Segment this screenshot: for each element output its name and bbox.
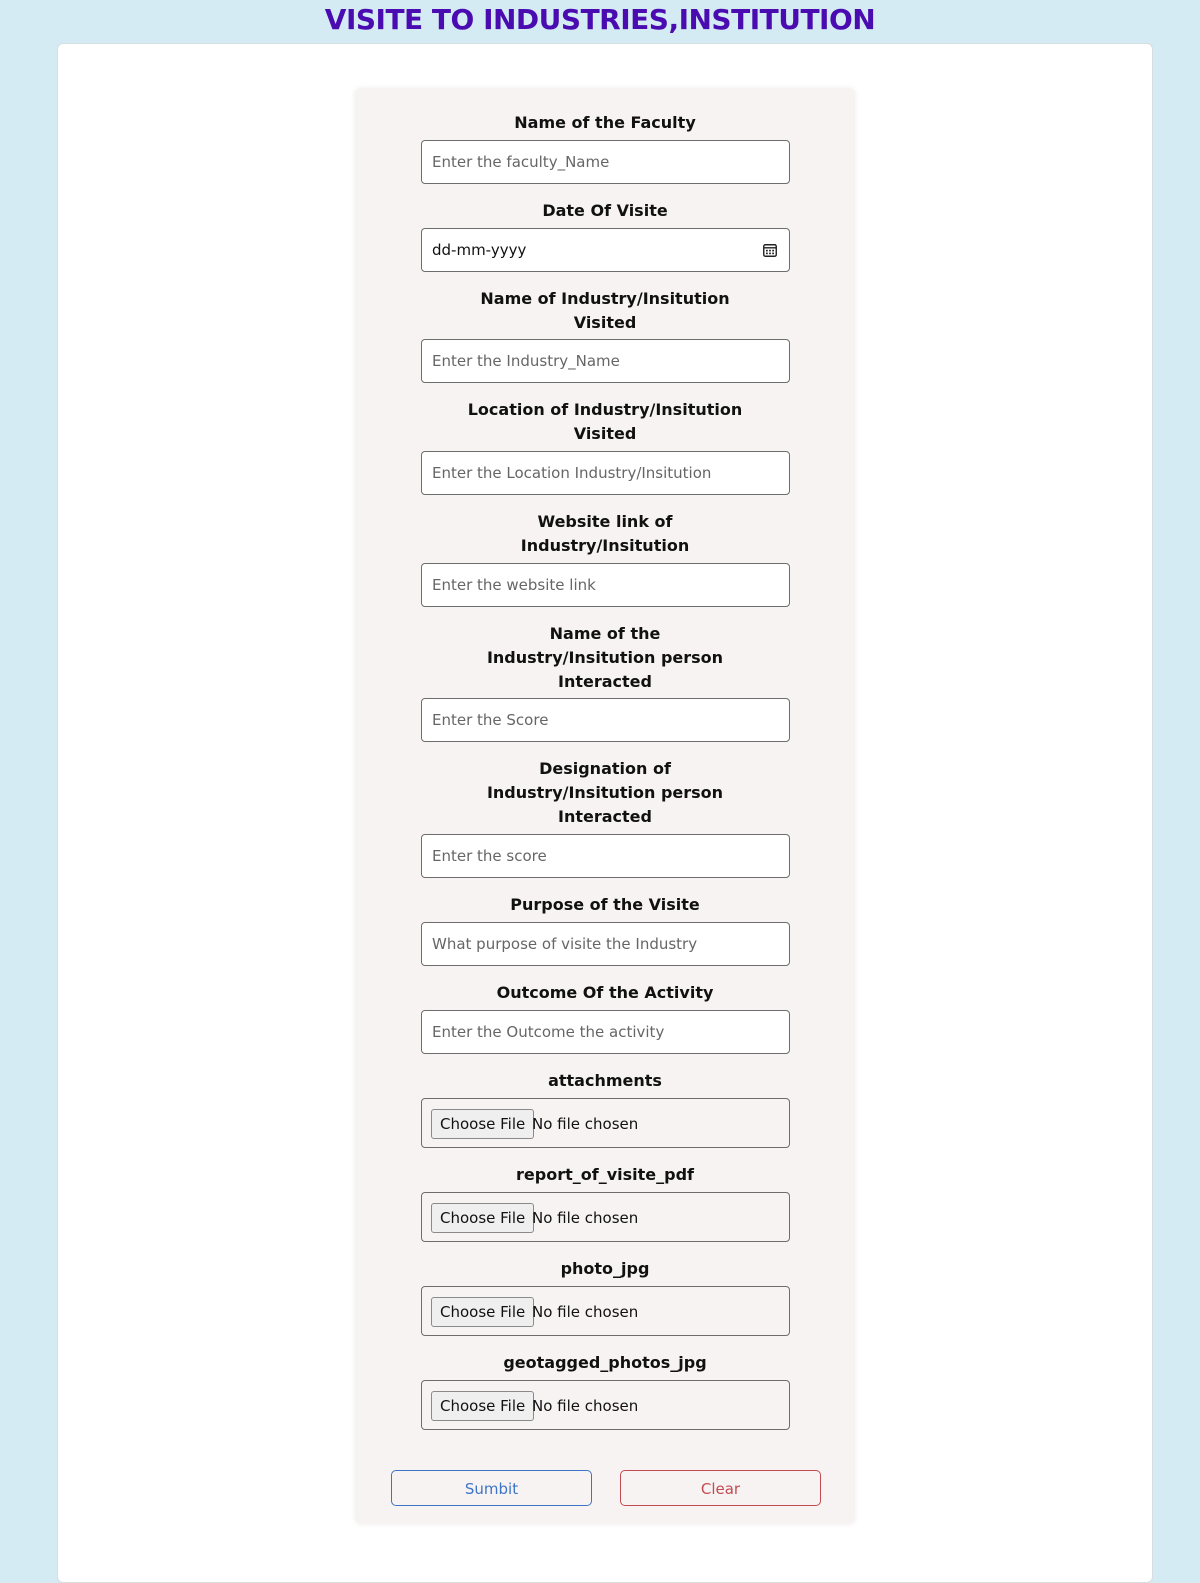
attachments-label-text: attachments <box>548 1071 662 1090</box>
person-name-label-line: Industry/Insitution person <box>486 648 724 667</box>
outcome-input[interactable] <box>421 1010 790 1054</box>
person-name-input[interactable] <box>421 698 790 742</box>
photo-file-input[interactable] <box>421 1286 790 1336</box>
page-title: VISITE TO INDUSTRIES,INSTITUTION <box>324 3 876 36</box>
website-label <box>400 510 810 558</box>
faculty-label-text: Name of the Faculty <box>514 113 696 132</box>
location-label-line: Visited <box>573 424 637 443</box>
clear-button[interactable]: Clear <box>620 1470 821 1506</box>
website-label-line: Industry/Insitution <box>520 536 690 555</box>
date-label-text: Date Of Visite <box>542 201 668 220</box>
report-label-text: report_of_visite_pdf <box>516 1165 694 1184</box>
attachments-choose-file-button[interactable]: Choose File <box>431 1109 534 1139</box>
industry-name-label-line: Name of Industry/Insitution <box>480 289 730 308</box>
geotagged-label <box>400 1351 810 1375</box>
photo-label-text: photo_jpg <box>560 1259 650 1278</box>
location-label <box>400 398 810 446</box>
website-input[interactable] <box>421 563 790 607</box>
geotagged-label-text: geotagged_photos_jpg <box>503 1353 707 1372</box>
website-label-line: Website link of <box>537 512 673 531</box>
location-input[interactable] <box>421 451 790 495</box>
industry-name-label-line: Visited <box>573 313 637 332</box>
faculty-label <box>400 111 810 135</box>
calendar-icon[interactable] <box>763 243 777 257</box>
person-name-label-line: Name of the <box>549 624 661 643</box>
attachments-file-input[interactable] <box>421 1098 790 1148</box>
report-label <box>400 1163 810 1187</box>
geotagged-choose-file-button[interactable]: Choose File <box>431 1391 534 1421</box>
photo-choose-file-button[interactable]: Choose File <box>431 1297 534 1327</box>
report-choose-file-button[interactable]: Choose File <box>431 1203 534 1233</box>
industry-name-label <box>400 287 810 335</box>
person-name-label <box>400 622 810 694</box>
submit-button[interactable]: Sumbit <box>391 1470 592 1506</box>
report-file-input[interactable] <box>421 1192 790 1242</box>
designation-label-line: Interacted <box>558 807 652 826</box>
report-file-status: No file chosen <box>532 1209 639 1227</box>
date-input[interactable] <box>421 228 790 272</box>
date-value: dd-mm-yyyy <box>432 241 527 259</box>
purpose-label <box>400 893 810 917</box>
person-name-label-line: Interacted <box>558 672 652 691</box>
faculty-name-input[interactable] <box>421 140 790 184</box>
outcome-label-text: Outcome Of the Activity <box>496 983 714 1002</box>
industry-name-input[interactable] <box>421 339 790 383</box>
designation-label <box>400 757 810 829</box>
photo-label <box>400 1257 810 1281</box>
location-label-line: Location of Industry/Insitution <box>467 400 743 419</box>
attachments-file-status: No file chosen <box>532 1115 639 1133</box>
designation-input[interactable] <box>421 834 790 878</box>
photo-file-status: No file chosen <box>532 1303 639 1321</box>
outcome-label <box>400 981 810 1005</box>
geotagged-file-input[interactable] <box>421 1380 790 1430</box>
geotagged-file-status: No file chosen <box>532 1397 639 1415</box>
designation-label-line: Designation of <box>539 759 671 778</box>
attachments-label <box>400 1069 810 1093</box>
date-label <box>400 199 810 223</box>
purpose-input[interactable] <box>421 922 790 966</box>
designation-label-line: Industry/Insitution person <box>486 783 724 802</box>
purpose-label-text: Purpose of the Visite <box>510 895 700 914</box>
